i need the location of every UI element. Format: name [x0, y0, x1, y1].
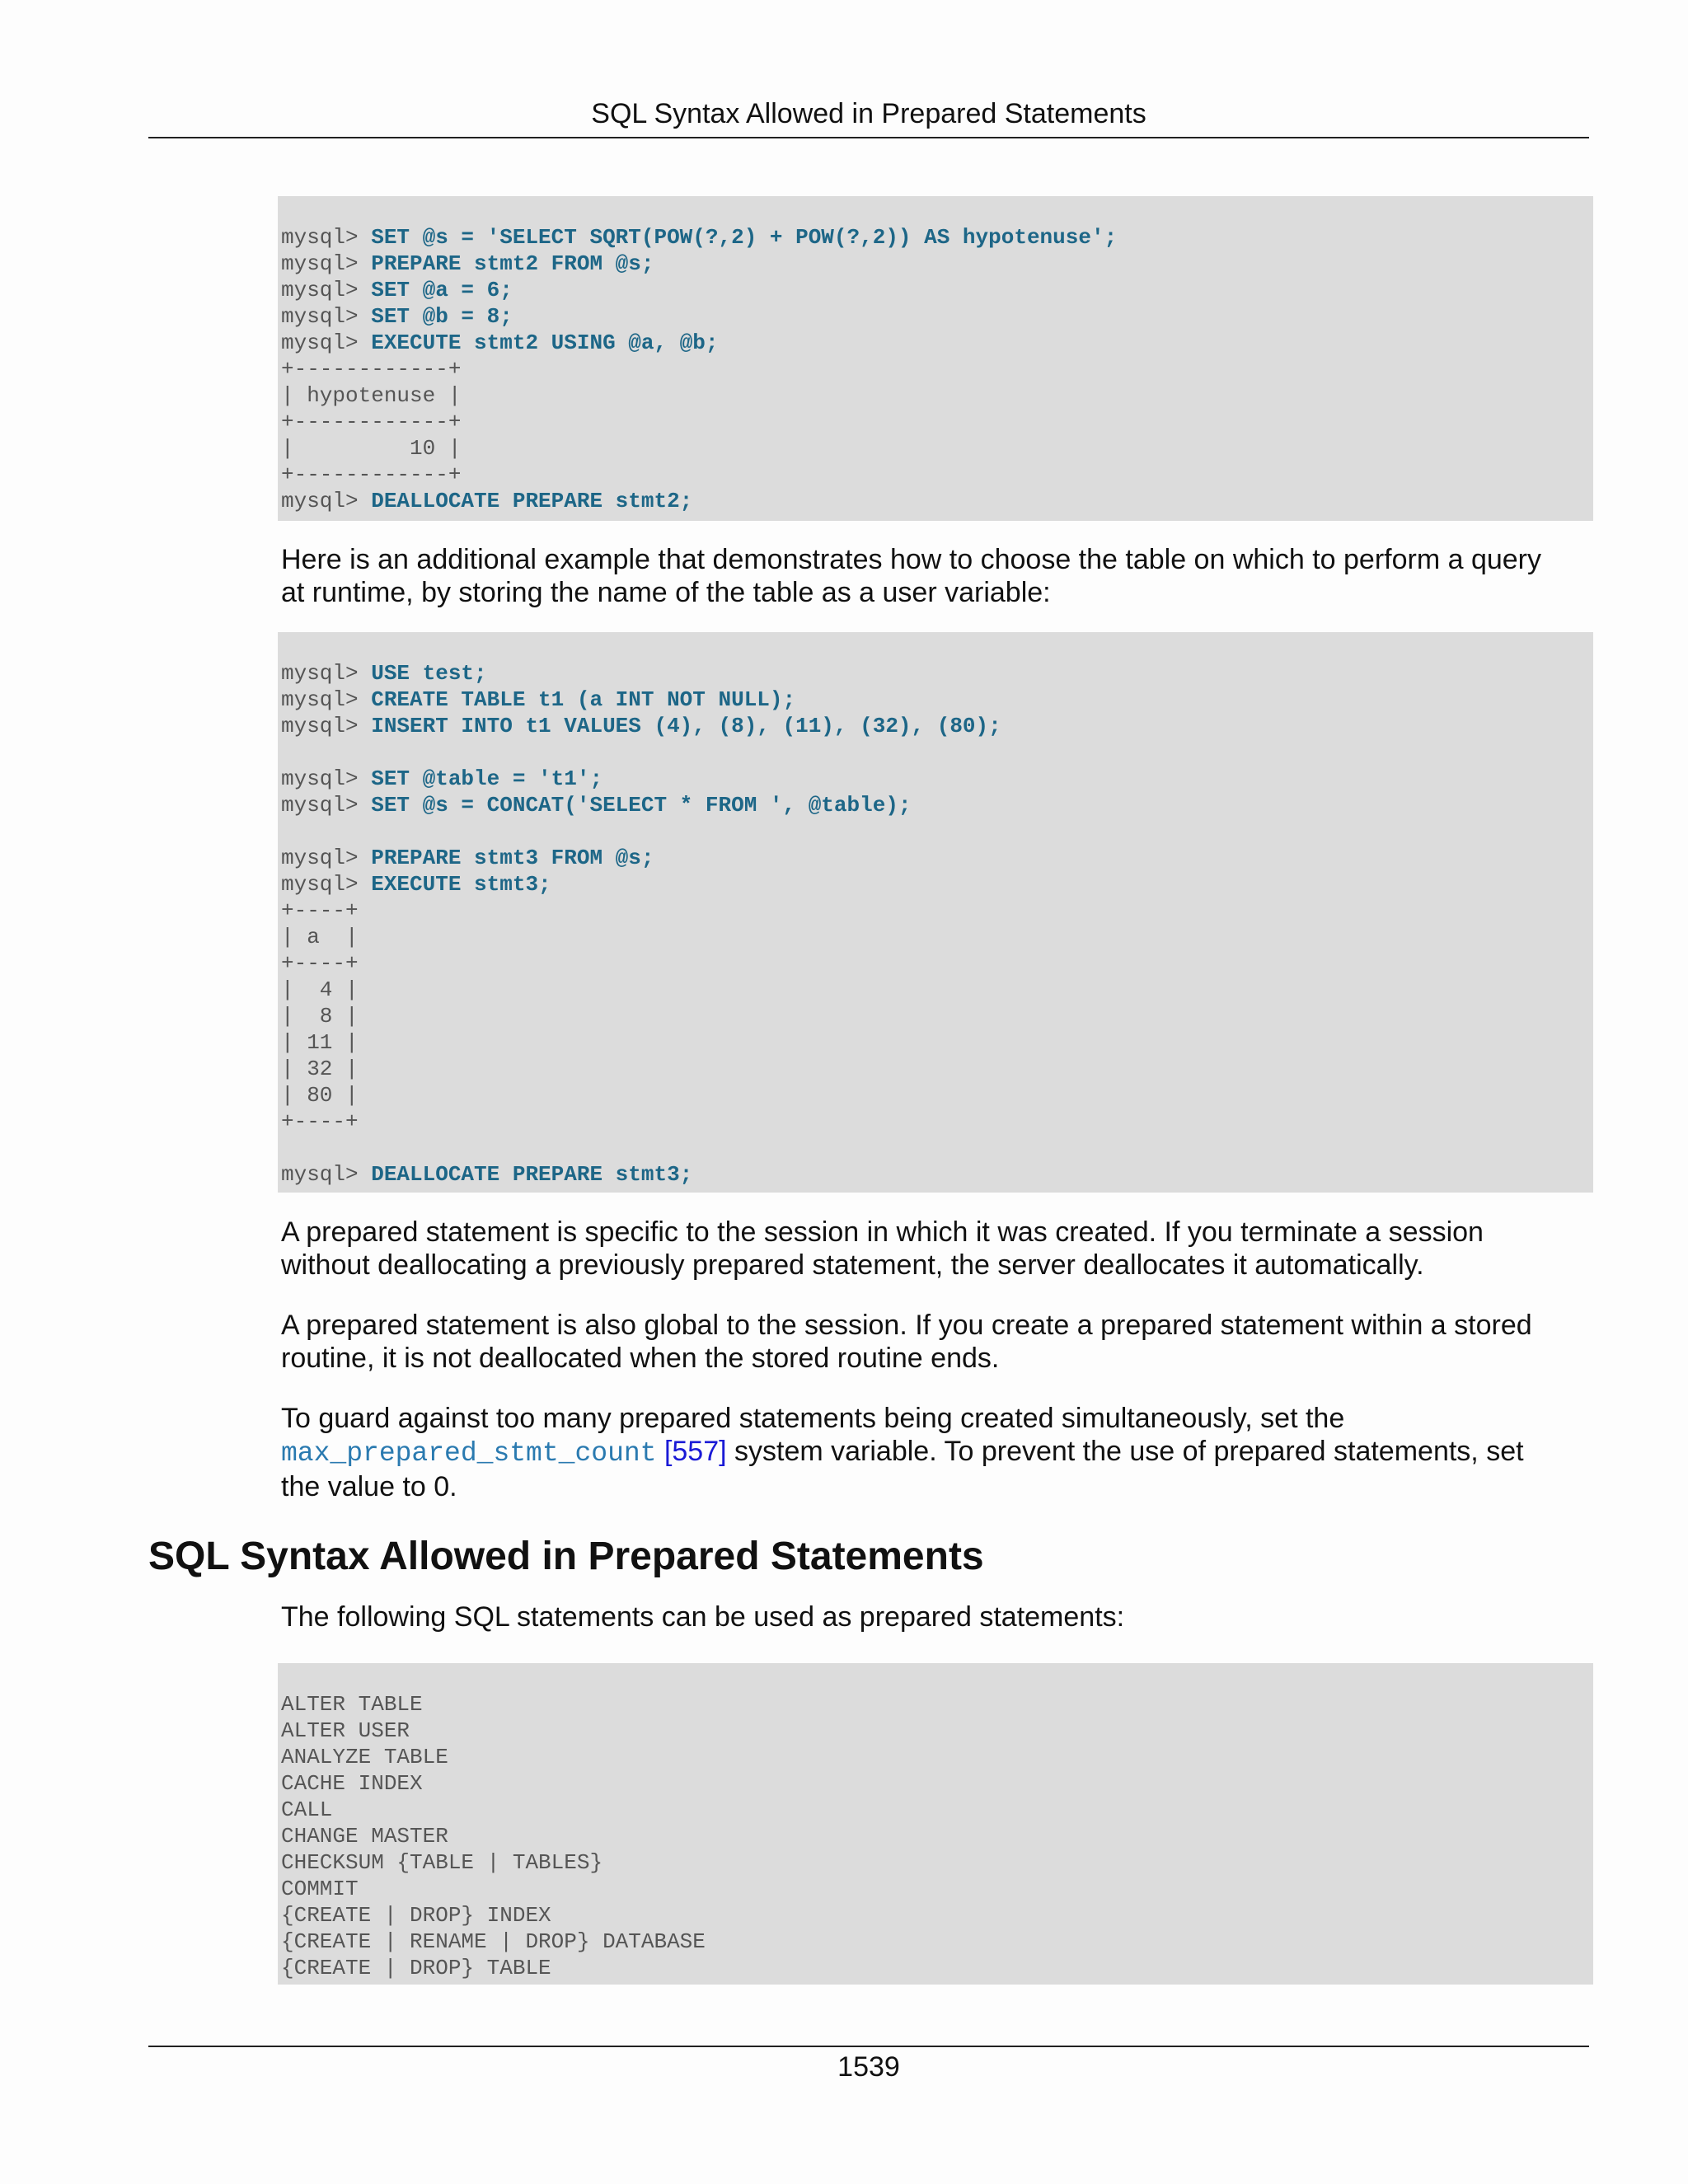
code-prompt: mysql> — [281, 225, 372, 250]
code-line — [281, 713, 1593, 739]
code-line — [281, 660, 1593, 687]
code-command: PREPARE stmt2 FROM @s; — [371, 251, 654, 276]
code-output: ALTER TABLE — [281, 1692, 423, 1717]
code-line — [281, 277, 1593, 303]
code-prompt: mysql> — [281, 793, 372, 818]
code-line — [281, 1056, 1593, 1082]
code-line — [281, 977, 1593, 1003]
code-output: {CREATE | DROP} INDEX — [281, 1903, 551, 1928]
code-command: DEALLOCATE PREPARE stmt2; — [371, 489, 693, 513]
code-output: +------------+ — [281, 410, 462, 434]
code-command: CREATE TABLE t1 (a INT NOT NULL); — [371, 687, 796, 712]
code-output: | 80 | — [281, 1083, 359, 1108]
code-line — [281, 1770, 1593, 1797]
code-command: INSERT INTO t1 VALUES (4), (8), (11), (32), (80); — [371, 714, 1001, 738]
section-title: SQL Syntax Allowed in Prepared Statements — [148, 1535, 984, 1578]
code-prompt: mysql> — [281, 714, 372, 738]
code-line — [281, 1003, 1593, 1029]
code-output: | 11 | — [281, 1030, 359, 1055]
code-line — [281, 739, 1593, 766]
paragraph-statements-intro: The following SQL statements can be used as prepared statements: — [281, 1601, 1125, 1633]
code-line — [281, 356, 1593, 382]
code-line — [281, 1823, 1593, 1849]
code-line — [281, 1876, 1593, 1902]
code-line — [281, 1797, 1593, 1823]
paragraph-global-session: A prepared statement is also global to the session. If you create a prepared statement within a stored routine, it is not deallocated when the stored routine ends. — [281, 1310, 1532, 1374]
code-output: {CREATE | DROP} TABLE — [281, 1956, 551, 1980]
code-prompt: mysql> — [281, 687, 372, 712]
code-command: SET @table = 't1'; — [371, 766, 603, 791]
footer-rule — [148, 2046, 1589, 2047]
code-line — [281, 766, 1593, 792]
code-prompt: mysql> — [281, 330, 372, 355]
code-line — [281, 845, 1593, 871]
code-command: USE test; — [371, 661, 487, 686]
page-xref-link[interactable]: [557] — [663, 1436, 727, 1467]
code-prompt: mysql> — [281, 766, 372, 791]
code-output: | 4 | — [281, 977, 359, 1002]
code-output: | 10 | — [281, 436, 462, 461]
code-line — [281, 409, 1593, 435]
code-line — [281, 1718, 1593, 1744]
code-command: EXECUTE stmt3; — [371, 872, 551, 897]
code-output: | a | — [281, 925, 359, 949]
code-line — [281, 871, 1593, 898]
code-line — [281, 950, 1593, 977]
code-prompt: mysql> — [281, 489, 372, 513]
variable-name-code[interactable]: max_prepared_stmt_count — [281, 1438, 657, 1469]
code-line — [281, 382, 1593, 409]
code-line — [281, 251, 1593, 277]
code-output: | hypotenuse | — [281, 383, 462, 408]
code-output: | 8 | — [281, 1004, 359, 1029]
code-line — [281, 1135, 1593, 1161]
code-line — [281, 924, 1593, 950]
code-line — [281, 1691, 1593, 1718]
code-output: +------------+ — [281, 357, 462, 382]
code-prompt: mysql> — [281, 278, 372, 302]
paragraph-table-example: Here is an additional example that demonstrates how to choose the table on which to perform a query at runtime, by storing the name of the table as a user variable: — [281, 544, 1541, 608]
code-line — [281, 1902, 1593, 1929]
code-output: CACHE INDEX — [281, 1771, 423, 1796]
para-text-after: system variable. To prevent the use of prepared statements, set the value to 0. — [281, 1436, 1524, 1502]
code-command: DEALLOCATE PREPARE stmt3; — [371, 1162, 693, 1187]
code-output: CHECKSUM {TABLE | TABLES} — [281, 1850, 603, 1875]
running-header: SQL Syntax Allowed in Prepared Statements — [591, 98, 1146, 129]
code-output: +----+ — [281, 951, 359, 976]
code-line — [281, 1108, 1593, 1135]
code-line — [281, 1929, 1593, 1955]
code-output: CALL — [281, 1797, 333, 1822]
paragraph-max-prepared — [281, 1402, 1567, 1503]
code-line — [281, 303, 1593, 330]
code-line — [281, 1849, 1593, 1876]
page-number: 1539 — [837, 2051, 900, 2083]
code-line — [281, 488, 1593, 514]
code-command: EXECUTE stmt2 USING @a, @b; — [371, 330, 719, 355]
code-output: | 32 | — [281, 1057, 359, 1081]
code-output: +----+ — [281, 898, 359, 923]
code-line — [281, 330, 1593, 356]
code-line — [281, 1955, 1593, 1981]
code-line — [281, 1161, 1593, 1188]
code-line — [281, 818, 1593, 845]
code-output: +------------+ — [281, 462, 462, 487]
code-line — [281, 1744, 1593, 1770]
header-rule — [148, 137, 1589, 138]
code-prompt: mysql> — [281, 1162, 372, 1187]
code-prompt: mysql> — [281, 251, 372, 276]
paragraph-session-specific: A prepared statement is specific to the session in which it was created. If you terminate a session without deallocating a previously prepared statement, the server deallocates it automatically. — [281, 1216, 1484, 1281]
code-command: SET @s = CONCAT('SELECT * FROM ', @table); — [371, 793, 912, 818]
code-command: SET @b = 8; — [371, 304, 513, 329]
code-block-statement-list — [278, 1663, 1593, 1985]
code-command: SET @a = 6; — [371, 278, 513, 302]
code-prompt: mysql> — [281, 872, 372, 897]
code-prompt: mysql> — [281, 304, 372, 329]
code-line — [281, 462, 1593, 488]
code-line — [281, 1082, 1593, 1108]
code-command: SET @s = 'SELECT SQRT(POW(?,2) + POW(?,2)) AS hypotenuse'; — [371, 225, 1118, 250]
code-line — [281, 898, 1593, 924]
code-output: COMMIT — [281, 1877, 359, 1901]
code-output: ANALYZE TABLE — [281, 1745, 448, 1769]
code-prompt: mysql> — [281, 846, 372, 870]
code-output: {CREATE | RENAME | DROP} DATABASE — [281, 1929, 706, 1954]
code-output: ALTER USER — [281, 1718, 410, 1743]
code-line — [281, 435, 1593, 462]
code-block-hypotenuse — [278, 196, 1593, 521]
code-line — [281, 792, 1593, 818]
code-line — [281, 1029, 1593, 1056]
code-command: PREPARE stmt3 FROM @s; — [371, 846, 654, 870]
para-text-before: To guard against too many prepared statements being created simultaneously, set the — [281, 1403, 1345, 1434]
code-line — [281, 687, 1593, 713]
code-output: +----+ — [281, 1109, 359, 1134]
code-line — [281, 224, 1593, 251]
code-prompt: mysql> — [281, 661, 372, 686]
code-block-table-variable — [278, 632, 1593, 1193]
code-output: CHANGE MASTER — [281, 1824, 448, 1849]
